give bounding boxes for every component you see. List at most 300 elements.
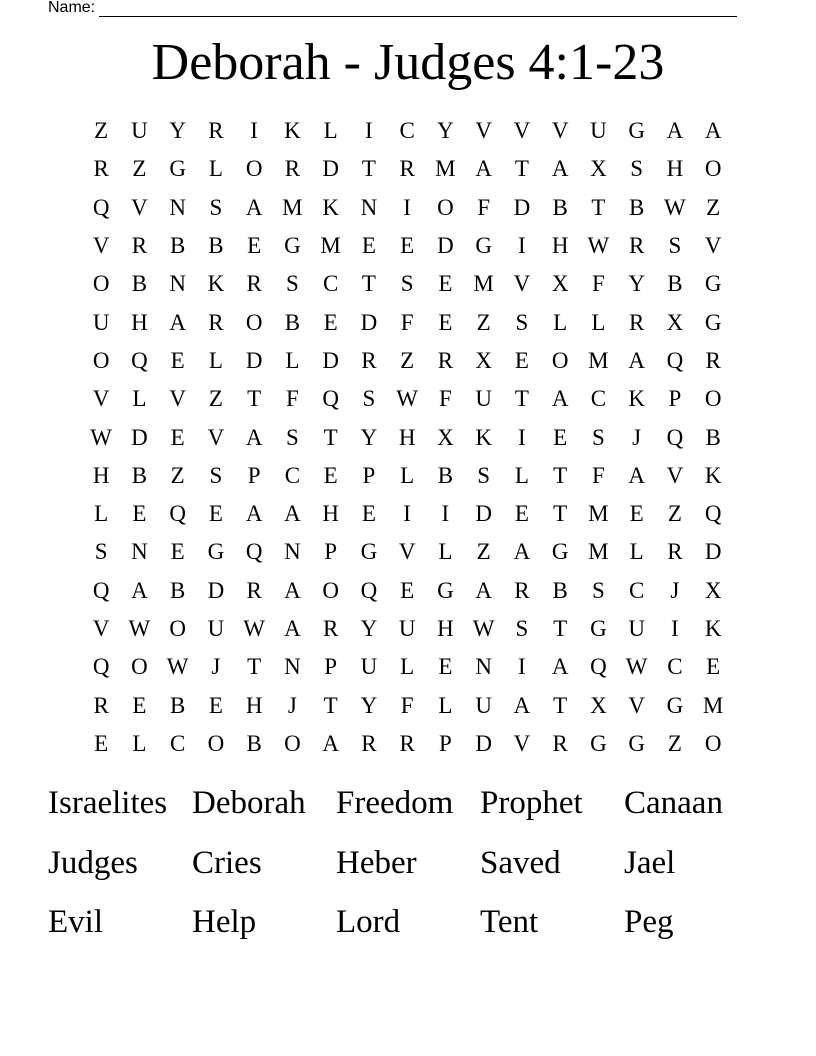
grid-letter[interactable]: K: [284, 118, 301, 144]
grid-letter[interactable]: A: [475, 156, 492, 182]
grid-letter[interactable]: E: [514, 501, 529, 527]
grid-letter[interactable]: O: [704, 730, 722, 756]
grid-letter[interactable]: R: [208, 309, 224, 335]
grid-letter[interactable]: O: [704, 386, 722, 412]
grid-letter[interactable]: T: [361, 156, 376, 182]
grid-letter[interactable]: L: [400, 462, 415, 488]
grid-letter[interactable]: S: [362, 386, 376, 412]
grid-letter[interactable]: Z: [667, 501, 682, 527]
grid-letter[interactable]: R: [246, 577, 262, 603]
grid-letter[interactable]: N: [169, 271, 186, 297]
grid-letter[interactable]: F: [285, 386, 299, 412]
grid-letter[interactable]: A: [628, 347, 645, 373]
grid-letter[interactable]: M: [320, 233, 341, 259]
grid-letter[interactable]: G: [284, 233, 301, 259]
grid-letter[interactable]: R: [628, 309, 645, 335]
grid-letter[interactable]: D: [207, 577, 225, 603]
grid-letter[interactable]: C: [322, 271, 339, 297]
grid-letter[interactable]: B: [131, 462, 148, 488]
grid-letter[interactable]: M: [702, 692, 724, 718]
grid-letter[interactable]: W: [166, 654, 189, 680]
grid-letter[interactable]: P: [438, 730, 452, 756]
grid-letter[interactable]: T: [323, 692, 338, 718]
grid-letter[interactable]: A: [475, 577, 492, 603]
grid-letter[interactable]: A: [322, 730, 339, 756]
grid-letter[interactable]: O: [437, 194, 454, 220]
grid-letter[interactable]: I: [518, 233, 526, 259]
grid-letter[interactable]: O: [245, 309, 263, 335]
grid-letter[interactable]: R: [514, 577, 530, 603]
grid-letter[interactable]: F: [591, 271, 605, 297]
grid-letter[interactable]: C: [667, 654, 683, 680]
grid-letter[interactable]: O: [704, 156, 722, 182]
grid-letter[interactable]: T: [553, 501, 568, 527]
name-field[interactable]: [48, 0, 737, 17]
grid-letter[interactable]: T: [361, 271, 376, 297]
grid-letter[interactable]: G: [360, 539, 378, 565]
grid-letter[interactable]: U: [590, 118, 607, 144]
grid-letter[interactable]: A: [131, 577, 148, 603]
grid-letter[interactable]: S: [477, 462, 491, 488]
grid-letter[interactable]: E: [361, 501, 376, 527]
grid-letter[interactable]: G: [590, 730, 607, 756]
grid-letter[interactable]: R: [437, 347, 454, 373]
grid-letter[interactable]: E: [170, 539, 185, 565]
grid-letter[interactable]: R: [322, 616, 339, 641]
grid-letter[interactable]: F: [400, 692, 414, 718]
grid-letter[interactable]: E: [170, 347, 185, 373]
grid-letter[interactable]: O: [207, 730, 225, 756]
word-list-item: Prophet: [480, 785, 583, 821]
grid-letter[interactable]: H: [551, 233, 569, 259]
grid-letter[interactable]: P: [324, 654, 338, 680]
grid-letter[interactable]: B: [667, 271, 683, 297]
grid-letter[interactable]: G: [590, 616, 607, 641]
grid-letter[interactable]: O: [92, 271, 110, 297]
word-list-item: Cries: [192, 844, 262, 881]
grid-letter[interactable]: R: [705, 347, 721, 373]
grid-letter[interactable]: V: [513, 118, 531, 144]
grid-letter[interactable]: C: [284, 462, 301, 488]
grid-letter[interactable]: L: [285, 347, 300, 373]
grid-letter[interactable]: P: [247, 462, 261, 488]
grid-letter[interactable]: D: [322, 347, 339, 373]
grid-letter[interactable]: V: [92, 616, 110, 641]
grid-letter[interactable]: E: [361, 233, 376, 259]
grid-letter[interactable]: G: [169, 156, 186, 182]
grid-letter[interactable]: Q: [92, 577, 110, 603]
grid-letter[interactable]: E: [438, 309, 453, 335]
grid-letter[interactable]: S: [668, 233, 682, 259]
grid-letter[interactable]: O: [284, 730, 301, 756]
grid-letter[interactable]: L: [591, 309, 606, 335]
grid-letter[interactable]: G: [551, 539, 569, 565]
grid-letter[interactable]: H: [131, 309, 148, 335]
grid-letter[interactable]: A: [245, 501, 263, 527]
grid-letter[interactable]: Y: [360, 616, 378, 641]
grid-letter[interactable]: S: [209, 462, 223, 488]
grid-letter[interactable]: Z: [706, 194, 721, 220]
grid-letter[interactable]: W: [587, 233, 610, 259]
grid-letter[interactable]: L: [208, 156, 223, 182]
grid-letter[interactable]: E: [706, 654, 721, 680]
grid-letter[interactable]: E: [514, 347, 529, 373]
grid-letter[interactable]: N: [475, 654, 492, 680]
grid-letter[interactable]: E: [438, 271, 453, 297]
grid-letter[interactable]: Z: [170, 462, 185, 488]
grid-letter[interactable]: Y: [360, 424, 378, 450]
grid-letter[interactable]: X: [704, 577, 722, 603]
grid-letter[interactable]: G: [207, 539, 225, 565]
grid-letter[interactable]: J: [287, 692, 297, 718]
name-blank-line[interactable]: [99, 3, 737, 17]
grid-letter[interactable]: N: [360, 194, 378, 220]
word-list-item: Lord: [336, 904, 401, 940]
grid-letter[interactable]: K: [628, 386, 645, 412]
grid-letter[interactable]: L: [629, 539, 644, 565]
grid-letter[interactable]: D: [437, 233, 454, 259]
grid-letter[interactable]: T: [323, 424, 338, 450]
grid-letter[interactable]: L: [132, 386, 147, 412]
word-list-item: Israelites: [48, 785, 168, 821]
grid-letter[interactable]: J: [670, 577, 680, 603]
grid-letter[interactable]: S: [630, 156, 644, 182]
grid-letter[interactable]: A: [551, 386, 569, 412]
grid-letter[interactable]: S: [94, 539, 108, 565]
grid-letter[interactable]: L: [553, 309, 568, 335]
grid-letter[interactable]: M: [588, 501, 609, 527]
grid-letter[interactable]: F: [477, 194, 491, 220]
grid-letter[interactable]: K: [322, 194, 339, 220]
grid-letter[interactable]: P: [668, 386, 682, 412]
grid-letter[interactable]: K: [475, 424, 492, 450]
grid-letter[interactable]: L: [400, 654, 415, 680]
grid-letter[interactable]: I: [518, 654, 526, 680]
grid-letter[interactable]: E: [208, 692, 223, 718]
grid-letter[interactable]: R: [361, 730, 377, 756]
grid-letter[interactable]: D: [245, 347, 263, 373]
grid-letter[interactable]: A: [513, 539, 531, 565]
grid-letter[interactable]: Q: [92, 654, 110, 680]
grid-letter[interactable]: S: [209, 194, 223, 220]
grid-letter[interactable]: E: [208, 501, 223, 527]
grid-letter[interactable]: D: [513, 194, 531, 220]
grid-letter[interactable]: O: [169, 616, 186, 641]
grid-letter[interactable]: E: [132, 692, 147, 718]
grid-letter[interactable]: X: [475, 347, 492, 373]
grid-letter[interactable]: U: [360, 654, 378, 680]
grid-letter[interactable]: H: [666, 156, 684, 182]
grid-letter[interactable]: R: [399, 730, 415, 756]
grid-letter[interactable]: X: [551, 271, 569, 297]
grid-letter[interactable]: V: [92, 233, 110, 259]
grid-letter[interactable]: R: [93, 692, 109, 718]
grid-letter[interactable]: A: [704, 118, 722, 144]
grid-letter[interactable]: Z: [94, 118, 109, 144]
grid-letter[interactable]: Z: [208, 386, 223, 412]
grid-letter[interactable]: B: [208, 233, 224, 259]
grid-letter[interactable]: R: [667, 539, 683, 565]
grid-letter[interactable]: B: [552, 194, 568, 220]
grid-letter[interactable]: R: [399, 156, 415, 182]
grid-letter[interactable]: T: [553, 616, 568, 641]
grid-letter[interactable]: X: [590, 156, 607, 182]
grid-letter[interactable]: A: [513, 692, 531, 718]
grid-letter[interactable]: O: [322, 577, 339, 603]
grid-letter[interactable]: P: [362, 462, 376, 488]
grid-letter[interactable]: B: [169, 577, 186, 603]
grid-letter[interactable]: Y: [437, 118, 454, 144]
grid-letter[interactable]: E: [132, 501, 147, 527]
grid-letter[interactable]: K: [207, 271, 225, 297]
grid-letter[interactable]: V: [628, 692, 645, 718]
grid-letter[interactable]: O: [551, 347, 569, 373]
grid-letter[interactable]: S: [591, 577, 605, 603]
grid-letter[interactable]: I: [671, 616, 679, 641]
grid-letter[interactable]: H: [245, 692, 263, 718]
grid-letter[interactable]: Y: [360, 692, 378, 718]
grid-letter[interactable]: V: [398, 539, 416, 565]
grid-letter[interactable]: E: [438, 654, 453, 680]
grid-letter[interactable]: A: [628, 462, 645, 488]
grid-letter[interactable]: M: [282, 194, 303, 220]
grid-letter[interactable]: L: [438, 692, 453, 718]
grid-letter[interactable]: Q: [666, 347, 684, 373]
grid-letter[interactable]: Q: [169, 501, 186, 527]
grid-letter[interactable]: E: [323, 462, 338, 488]
grid-letter[interactable]: G: [437, 577, 454, 603]
grid-letter[interactable]: V: [92, 386, 110, 412]
grid-letter[interactable]: J: [211, 654, 221, 680]
grid-letter[interactable]: R: [628, 233, 645, 259]
word-list: [48, 780, 768, 959]
grid-letter[interactable]: H: [322, 501, 339, 527]
grid-letter[interactable]: N: [131, 539, 148, 565]
grid-letter[interactable]: S: [591, 424, 605, 450]
grid-letter[interactable]: Q: [92, 194, 110, 220]
grid-letter[interactable]: S: [285, 271, 299, 297]
grid-letter[interactable]: H: [437, 616, 454, 641]
grid-letter[interactable]: R: [93, 156, 109, 182]
grid-letter[interactable]: A: [245, 194, 263, 220]
grid-letter[interactable]: A: [169, 309, 186, 335]
grid-letter[interactable]: T: [514, 156, 529, 182]
grid-letter[interactable]: W: [243, 616, 265, 641]
grid-letter[interactable]: Z: [132, 156, 147, 182]
grid-letter[interactable]: F: [438, 386, 452, 412]
grid-letter[interactable]: S: [515, 616, 529, 641]
word-list-item: Canaan: [624, 785, 723, 821]
grid-letter[interactable]: Q: [704, 501, 722, 527]
grid-letter[interactable]: R: [246, 271, 262, 297]
grid-letter[interactable]: B: [628, 194, 645, 220]
grid-letter[interactable]: N: [169, 194, 186, 220]
grid-letter[interactable]: E: [323, 309, 338, 335]
grid-letter[interactable]: F: [400, 309, 414, 335]
grid-letter[interactable]: G: [628, 730, 645, 756]
grid-letter[interactable]: D: [704, 539, 722, 565]
grid-letter[interactable]: U: [475, 386, 492, 412]
name-label: Name:: [48, 0, 96, 16]
grid-letter[interactable]: W: [128, 616, 151, 641]
grid-letter[interactable]: I: [518, 424, 526, 450]
grid-letter[interactable]: W: [90, 424, 112, 450]
word-list-item: Tent: [480, 904, 539, 940]
grid-letter[interactable]: K: [704, 616, 722, 641]
grid-letter[interactable]: T: [553, 462, 568, 488]
grid-letter[interactable]: L: [132, 730, 147, 756]
grid-letter[interactable]: G: [704, 271, 722, 297]
grid-letter[interactable]: O: [245, 156, 263, 182]
grid-letter[interactable]: T: [514, 386, 529, 412]
grid-letter[interactable]: V: [131, 194, 148, 220]
grid-letter[interactable]: T: [247, 386, 262, 412]
grid-letter[interactable]: U: [131, 118, 148, 144]
grid-letter[interactable]: A: [284, 501, 301, 527]
grid-letter[interactable]: W: [664, 194, 686, 220]
grid-letter[interactable]: G: [704, 309, 722, 335]
grid-letter[interactable]: K: [704, 462, 722, 488]
grid-letter[interactable]: R: [208, 118, 224, 144]
grid-letter[interactable]: L: [514, 462, 529, 488]
grid-letter[interactable]: O: [131, 654, 148, 680]
grid-letter[interactable]: Y: [628, 271, 645, 297]
grid-letter[interactable]: T: [247, 654, 262, 680]
grid-letter[interactable]: R: [131, 233, 148, 259]
grid-letter[interactable]: B: [131, 271, 148, 297]
grid-letter[interactable]: Z: [476, 539, 491, 565]
grid-letter[interactable]: B: [169, 692, 186, 718]
grid-letter[interactable]: W: [472, 616, 495, 641]
grid-letter[interactable]: I: [250, 118, 258, 144]
grid-letter[interactable]: H: [398, 424, 416, 450]
grid-letter[interactable]: I: [365, 118, 373, 144]
grid-letter[interactable]: Q: [131, 347, 148, 373]
grid-letter[interactable]: A: [551, 156, 569, 182]
grid-letter[interactable]: E: [247, 233, 262, 259]
grid-letter[interactable]: V: [666, 462, 684, 488]
grid-letter[interactable]: B: [437, 462, 454, 488]
grid-letter[interactable]: X: [437, 424, 454, 450]
grid-letter[interactable]: Z: [476, 309, 491, 335]
grid-letter[interactable]: U: [398, 616, 416, 641]
grid-letter[interactable]: S: [515, 309, 529, 335]
grid-letter[interactable]: C: [169, 730, 186, 756]
grid-letter[interactable]: Y: [169, 118, 186, 144]
grid-letter[interactable]: O: [92, 347, 110, 373]
grid-letter[interactable]: D: [360, 309, 378, 335]
grid-letter[interactable]: V: [207, 424, 225, 450]
grid-letter[interactable]: I: [403, 194, 411, 220]
grid-letter[interactable]: R: [284, 156, 301, 182]
grid-letter[interactable]: P: [324, 539, 338, 565]
grid-letter[interactable]: M: [473, 271, 494, 297]
grid-letter[interactable]: D: [475, 730, 492, 756]
grid-letter[interactable]: I: [403, 501, 411, 527]
grid-letter[interactable]: B: [284, 309, 301, 335]
grid-letter[interactable]: B: [705, 424, 721, 450]
grid-letter[interactable]: D: [131, 424, 148, 450]
grid-letter[interactable]: V: [513, 730, 531, 756]
grid-letter[interactable]: D: [322, 156, 339, 182]
grid-letter[interactable]: J: [632, 424, 642, 450]
grid-letter[interactable]: E: [170, 424, 185, 450]
grid-letter[interactable]: F: [591, 462, 605, 488]
grid-letter[interactable]: L: [208, 347, 223, 373]
grid-letter[interactable]: E: [400, 233, 415, 259]
grid-letter[interactable]: G: [666, 692, 684, 718]
grid-letter[interactable]: Q: [322, 386, 339, 412]
grid-letter[interactable]: H: [92, 462, 110, 488]
grid-letter[interactable]: Z: [400, 347, 415, 373]
grid-letter[interactable]: V: [169, 386, 186, 412]
grid-letter[interactable]: W: [625, 654, 648, 680]
grid-letter[interactable]: L: [438, 539, 453, 565]
grid-letter[interactable]: D: [475, 501, 492, 527]
grid-letter[interactable]: V: [513, 271, 531, 297]
grid-letter[interactable]: E: [400, 577, 415, 603]
grid-letter[interactable]: A: [284, 616, 301, 641]
grid-letter[interactable]: M: [588, 347, 609, 373]
grid-letter[interactable]: B: [169, 233, 186, 259]
grid-letter[interactable]: G: [475, 233, 492, 259]
grid-letter[interactable]: Q: [590, 654, 607, 680]
grid-letter[interactable]: Q: [245, 539, 263, 565]
grid-letter[interactable]: U: [92, 309, 110, 335]
grid-letter[interactable]: C: [590, 386, 607, 412]
grid-letter[interactable]: M: [588, 539, 609, 565]
grid-letter[interactable]: Z: [667, 730, 682, 756]
grid-letter[interactable]: U: [628, 616, 645, 641]
grid-letter[interactable]: S: [285, 424, 299, 450]
grid-letter[interactable]: X: [666, 309, 684, 335]
grid-letter[interactable]: L: [323, 118, 338, 144]
grid-letter[interactable]: V: [704, 233, 722, 259]
grid-letter[interactable]: A: [551, 654, 569, 680]
grid-letter[interactable]: I: [441, 501, 450, 527]
grid-letter[interactable]: A: [284, 577, 301, 603]
grid-letter[interactable]: Q: [666, 424, 684, 450]
grid-letter[interactable]: M: [435, 156, 456, 182]
grid-letter[interactable]: T: [591, 194, 606, 220]
grid-letter[interactable]: E: [94, 730, 109, 756]
grid-letter[interactable]: S: [400, 271, 414, 297]
grid-letter[interactable]: X: [590, 692, 607, 718]
grid-letter[interactable]: C: [628, 577, 645, 603]
grid-letter[interactable]: A: [666, 118, 684, 144]
grid-letter[interactable]: R: [361, 347, 377, 373]
grid-letter[interactable]: V: [475, 118, 492, 144]
grid-letter[interactable]: N: [284, 654, 301, 680]
grid-letter[interactable]: Q: [360, 577, 378, 603]
grid-letter[interactable]: W: [396, 386, 418, 412]
grid-letter[interactable]: T: [553, 692, 568, 718]
grid-letter[interactable]: V: [551, 118, 569, 144]
grid-letter[interactable]: C: [399, 118, 415, 144]
word-list-item: Deborah: [192, 785, 306, 821]
grid-letter[interactable]: N: [284, 539, 301, 565]
grid-letter[interactable]: B: [552, 577, 568, 603]
grid-letter[interactable]: U: [475, 692, 492, 718]
grid-letter[interactable]: A: [245, 424, 263, 450]
grid-letter[interactable]: B: [246, 730, 262, 756]
grid-letter[interactable]: L: [94, 501, 109, 527]
grid-letter[interactable]: R: [552, 730, 568, 756]
grid-letter[interactable]: G: [628, 118, 645, 144]
grid-letter[interactable]: E: [553, 424, 568, 450]
grid-letter[interactable]: E: [629, 501, 644, 527]
grid-letter[interactable]: U: [207, 616, 225, 641]
